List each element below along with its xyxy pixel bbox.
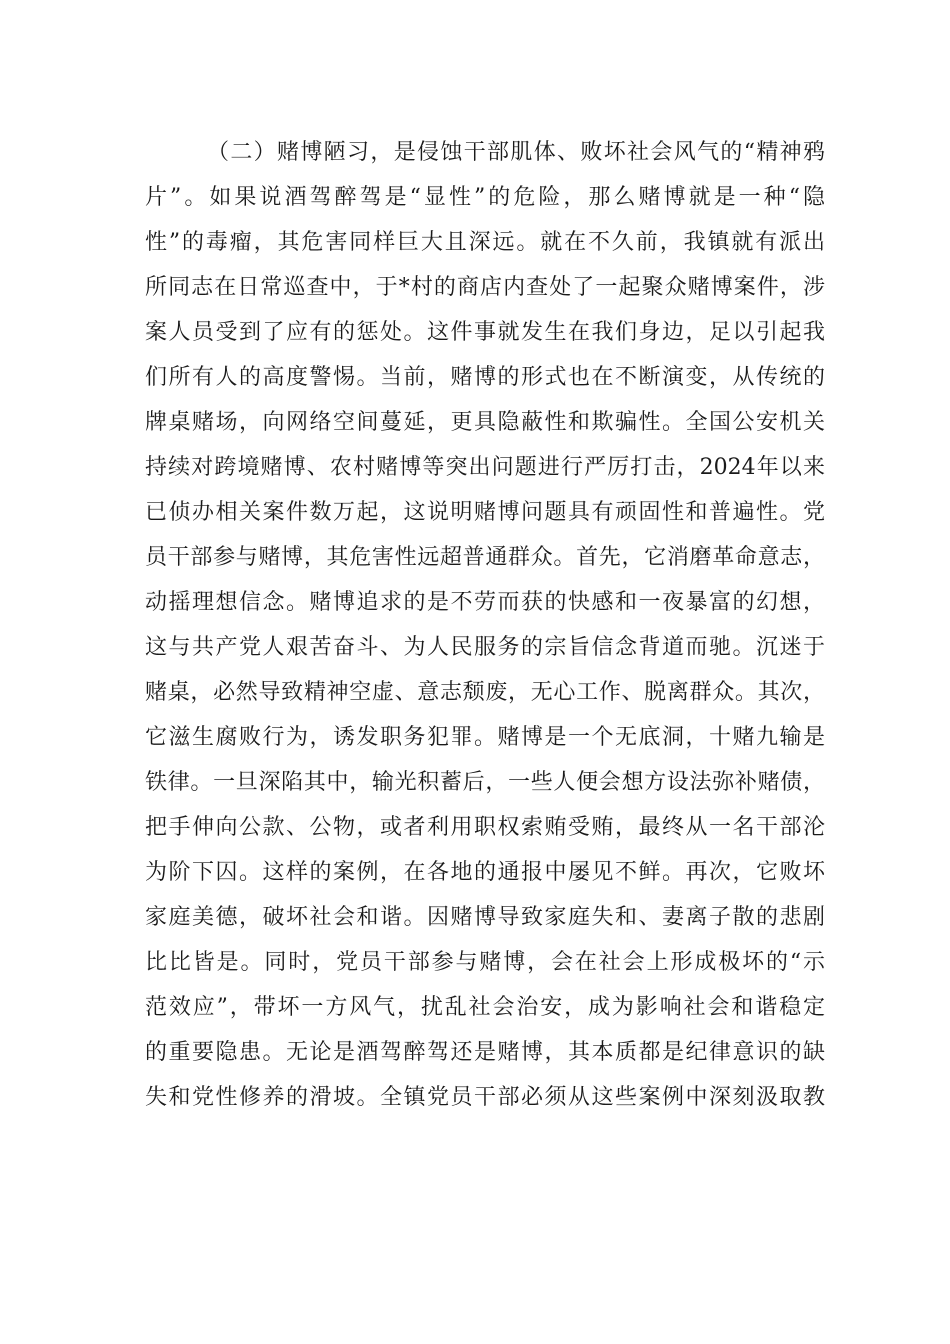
paragraph-line: 赌桌，必然导致精神空虚、意志颓废，无心工作、脱离群众。其次，	[145, 680, 825, 705]
paragraph-line: 这与共产党人艰苦奋斗、为人民服务的宗旨信念背道而驰。沉迷于	[145, 635, 825, 660]
paragraph-line: 牌桌赌场，向网络空间蔓延，更具隐蔽性和欺骗性。全国公安机关	[145, 410, 825, 435]
paragraph-line: 已侦办相关案件数万起，这说明赌博问题具有顽固性和普遍性。党	[145, 500, 825, 525]
paragraph-line: 动摇理想信念。赌博追求的是不劳而获的快感和一夜暴富的幻想，	[145, 590, 825, 615]
paragraph-line: 范效应”，带坏一方风气，扰乱社会治安，成为影响社会和谐稳定	[145, 995, 825, 1020]
paragraph-line: 案人员受到了应有的惩处。这件事就发生在我们身边，足以引起我	[145, 320, 825, 345]
paragraph-line: 所同志在日常巡查中，于*村的商店内查处了一起聚众赌博案件，涉	[145, 275, 825, 300]
paragraph-line: 比比皆是。同时，党员干部参与赌博，会在社会上形成极坏的“示	[145, 950, 825, 975]
paragraph-line: 把手伸向公款、公物，或者利用职权索贿受贿，最终从一名干部沦	[145, 815, 825, 840]
paragraph-line: 持续对跨境赌博、农村赌博等突出问题进行严厉打击，2024年以来	[145, 455, 825, 480]
paragraph-line: 家庭美德，破坏社会和谐。因赌博导致家庭失和、妻离子散的悲剧	[145, 905, 825, 930]
paragraph-line: 们所有人的高度警惕。当前，赌博的形式也在不断演变，从传统的	[145, 365, 825, 390]
paragraph-line: 失和党性修养的滑坡。全镇党员干部必须从这些案例中深刻汲取教	[145, 1085, 825, 1110]
paragraph-line: （二）赌博陋习，是侵蚀干部肌体、败坏社会风气的“精神鸦	[207, 140, 825, 165]
paragraph-line: 片”。如果说酒驾醉驾是“显性”的危险，那么赌博就是一种“隐	[145, 185, 825, 210]
paragraph-line: 员干部参与赌博，其危害性远超普通群众。首先，它消磨革命意志，	[145, 545, 825, 570]
paragraph-line: 性”的毒瘤，其危害同样巨大且深远。就在不久前，我镇就有派出	[145, 230, 825, 255]
paragraph-line: 铁律。一旦深陷其中，输光积蓄后，一些人便会想方设法弥补赌债，	[145, 770, 825, 795]
paragraph-line: 为阶下囚。这样的案例，在各地的通报中屡见不鲜。再次，它败坏	[145, 860, 825, 885]
paragraph-line: 它滋生腐败行为，诱发职务犯罪。赌博是一个无底洞，十赌九输是	[145, 725, 825, 750]
paragraph-line: 的重要隐患。无论是酒驾醉驾还是赌博，其本质都是纪律意识的缺	[145, 1040, 825, 1065]
body-paragraph	[145, 130, 825, 1120]
